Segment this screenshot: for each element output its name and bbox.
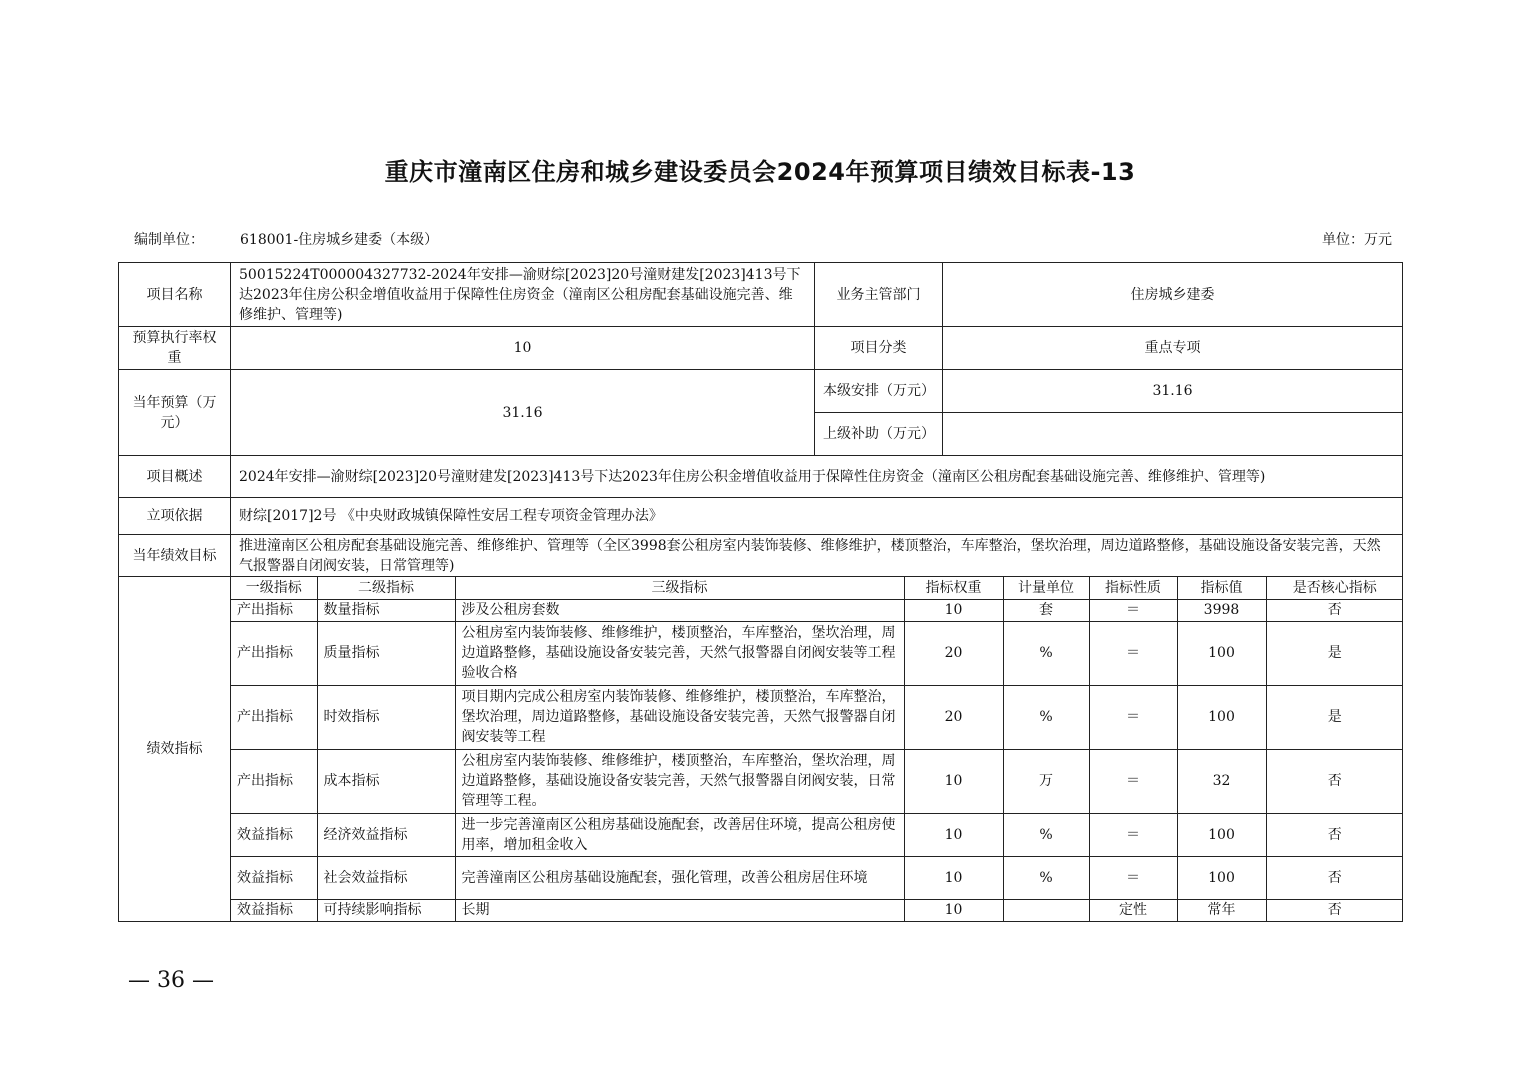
weight-value: 10 [231, 327, 815, 370]
superior-funding-value [943, 413, 1403, 456]
level1-cell: 产出指标 [231, 621, 317, 685]
basis-label: 立项依据 [119, 498, 231, 535]
table-row [231, 685, 1403, 749]
weight-cell: 10 [904, 749, 1003, 813]
budget-value: 31.16 [231, 370, 815, 456]
project-name-label: 项目名称 [119, 263, 231, 327]
table-row [231, 856, 1403, 899]
nature-cell: ＝ [1089, 599, 1177, 621]
unit-cell: 套 [1003, 599, 1089, 621]
weight-label: 预算执行率权重 [119, 327, 231, 370]
table-row [231, 599, 1403, 621]
core-cell: 否 [1266, 813, 1403, 856]
level1-cell: 效益指标 [231, 899, 317, 921]
value-cell: 3998 [1177, 599, 1266, 621]
level1-cell: 效益指标 [231, 813, 317, 856]
category-value: 重点专项 [943, 327, 1403, 370]
nature-cell: ＝ [1089, 685, 1177, 749]
project-name-value: 50015224T000004327732-2024年安排—渝财综[2023]20号潼财建发[2023]413号下达2023年住房公积金增值收益用于保障性住房资金（潼南区公租房配套基础设施完善、维修维护、管理等) [231, 263, 815, 327]
overview-value: 2024年安排—渝财综[2023]20号潼财建发[2023]413号下达2023年住房公积金增值收益用于保障性住房资金（潼南区公租房配套基础设施完善、维修维护、管理等) [231, 456, 1403, 498]
level2-cell: 可持续影响指标 [317, 899, 455, 921]
level3-cell: 完善潼南区公租房基础设施配套，强化管理，改善公租房居住环境 [455, 856, 904, 899]
unit-cell: % [1003, 856, 1089, 899]
level1-cell: 效益指标 [231, 856, 317, 899]
level3-cell: 公租房室内装饰装修、维修维护，楼顶整治，车库整治，堡坎治理，周边道路整修，基础设施设备安装完善，天然气报警器自闭阀安装，日常管理等工程。 [455, 749, 904, 813]
level3-cell: 进一步完善潼南区公租房基础设施配套，改善居住环境，提高公租房使用率，增加租金收入 [455, 813, 904, 856]
unit-cell: 万 [1003, 749, 1089, 813]
level2-cell: 时效指标 [317, 685, 455, 749]
level2-cell: 成本指标 [317, 749, 455, 813]
value-cell: 100 [1177, 813, 1266, 856]
value-cell: 100 [1177, 856, 1266, 899]
core-cell: 否 [1266, 899, 1403, 921]
table-row [231, 813, 1403, 856]
nature-cell: ＝ [1089, 621, 1177, 685]
table-row [231, 749, 1403, 813]
core-cell: 否 [1266, 599, 1403, 621]
unit-cell: % [1003, 621, 1089, 685]
level3-cell: 项目期内完成公租房室内装饰装修、维修维护，楼顶整治，车库整治，堡坎治理，周边道路整修，基础设施设备安装完善，天然气报警器自闭阀安装等工程 [455, 685, 904, 749]
header-level3: 三级指标 [455, 577, 904, 599]
level2-cell: 数量指标 [317, 599, 455, 621]
header-level2: 二级指标 [317, 577, 455, 599]
page-number: — 36 — [128, 968, 214, 993]
unit-cell [1003, 899, 1089, 921]
indicators-label: 绩效指标 [119, 577, 231, 922]
value-cell: 常年 [1177, 899, 1266, 921]
goal-value: 推进潼南区公租房配套基础设施完善、维修维护、管理等（全区3998套公租房室内装饰装修、维修维护，楼顶整治，车库整治，堡坎治理，周边道路整修，基础设施设备安装完善，天然气报警器自闭阀安装，日常管理等) [231, 535, 1403, 577]
nature-cell: ＝ [1089, 856, 1177, 899]
level3-cell: 长期 [455, 899, 904, 921]
value-cell: 100 [1177, 621, 1266, 685]
goal-label: 当年绩效目标 [119, 535, 231, 577]
header-weight: 指标权重 [904, 577, 1003, 599]
level1-cell: 产出指标 [231, 599, 317, 621]
header-value: 指标值 [1177, 577, 1266, 599]
header-core: 是否核心指标 [1266, 577, 1403, 599]
category-label: 项目分类 [815, 327, 943, 370]
core-cell: 否 [1266, 856, 1403, 899]
level1-cell: 产出指标 [231, 685, 317, 749]
local-funding-value: 31.16 [943, 370, 1403, 413]
unit-cell: % [1003, 685, 1089, 749]
budget-label: 当年预算（万元） [119, 370, 231, 456]
local-funding-label: 本级安排（万元） [815, 370, 943, 413]
dept-value: 住房城乡建委 [943, 263, 1403, 327]
level2-cell: 经济效益指标 [317, 813, 455, 856]
level3-cell: 公租房室内装饰装修、维修维护，楼顶整治，车库整治，堡坎治理，周边道路整修，基础设施设备安装完善，天然气报警器自闭阀安装等工程验收合格 [455, 621, 904, 685]
superior-funding-label: 上级补助（万元） [815, 413, 943, 456]
weight-cell: 10 [904, 813, 1003, 856]
header-unit: 计量单位 [1003, 577, 1089, 599]
level2-cell: 质量指标 [317, 621, 455, 685]
overview-label: 项目概述 [119, 456, 231, 498]
table-row [231, 621, 1403, 685]
header-nature: 指标性质 [1089, 577, 1177, 599]
indicators-table [231, 577, 1403, 921]
compiling-unit-label: 编制单位： [134, 232, 204, 248]
core-cell: 是 [1266, 621, 1403, 685]
core-cell: 否 [1266, 749, 1403, 813]
level1-cell: 产出指标 [231, 749, 317, 813]
core-cell: 是 [1266, 685, 1403, 749]
header-level1: 一级指标 [231, 577, 317, 599]
nature-cell: ＝ [1089, 749, 1177, 813]
level2-cell: 社会效益指标 [317, 856, 455, 899]
level3-cell: 涉及公租房套数 [455, 599, 904, 621]
performance-target-table [118, 262, 1403, 922]
indicators-cell [231, 577, 1403, 922]
money-unit: 单位：万元 [1322, 232, 1392, 248]
weight-cell: 10 [904, 599, 1003, 621]
table-row [231, 899, 1403, 921]
weight-cell: 10 [904, 899, 1003, 921]
nature-cell: ＝ [1089, 813, 1177, 856]
unit-cell: % [1003, 813, 1089, 856]
compiling-unit-value: 618001-住房城乡建委（本级） [240, 232, 439, 248]
page-title: 重庆市潼南区住房和城乡建设委员会2024年预算项目绩效目标表-13 [384, 158, 1136, 186]
value-cell: 100 [1177, 685, 1266, 749]
weight-cell: 10 [904, 856, 1003, 899]
weight-cell: 20 [904, 685, 1003, 749]
nature-cell: 定性 [1089, 899, 1177, 921]
value-cell: 32 [1177, 749, 1266, 813]
dept-label: 业务主管部门 [815, 263, 943, 327]
basis-value: 财综[2017]2号 《中央财政城镇保障性安居工程专项资金管理办法》 [231, 498, 1403, 535]
weight-cell: 20 [904, 621, 1003, 685]
